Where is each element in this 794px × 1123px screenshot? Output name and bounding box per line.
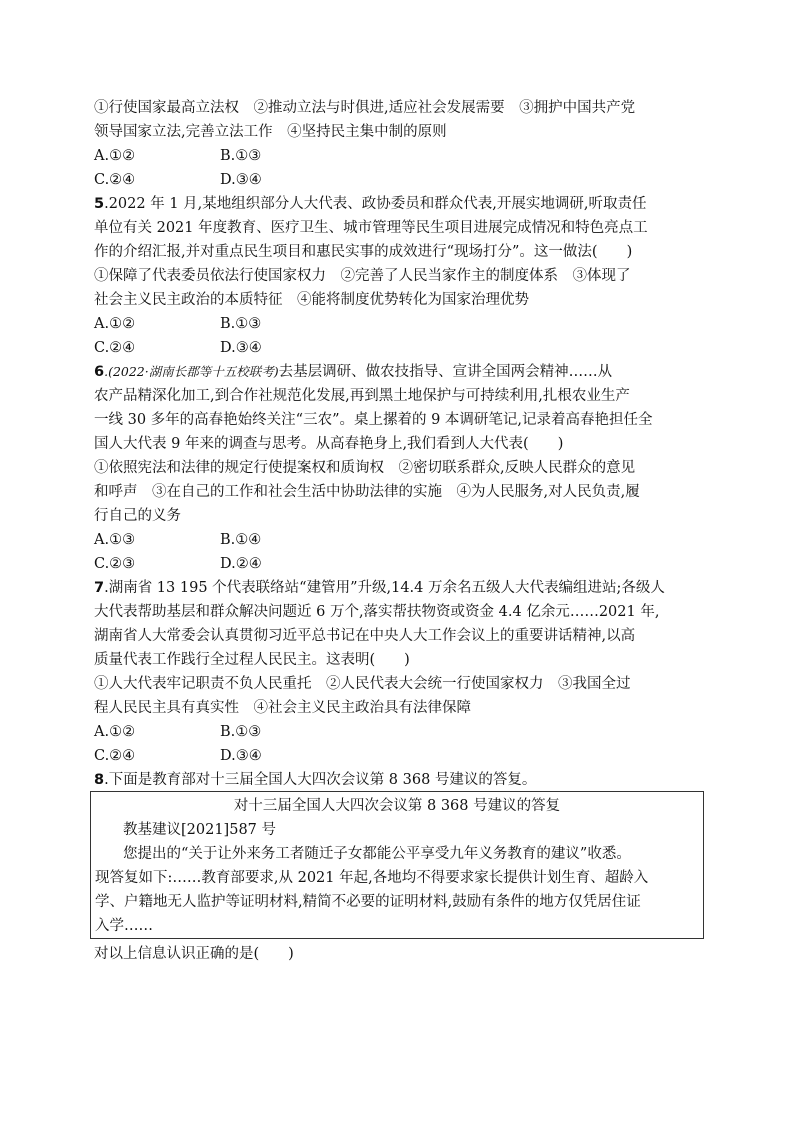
q6-stem-line-3: 一线 30 多年的高春艳始终关注“三农”。桌上摞着的 9 本调研笔记,记录着高春艳担任全: [94, 412, 653, 428]
q5-number: 5: [94, 196, 105, 212]
q7-stem-line-4: 质量代表工作践行全过程人民民主。这表明( ): [94, 652, 410, 668]
reply-body-line-1: 您提出的“关于让外来务工者随迁子女都能公平享受九年义务教育的建议”收悉。: [123, 846, 631, 862]
q7-option-c[interactable]: C.②④: [94, 748, 136, 764]
q8-stem-line: [94, 768, 536, 792]
q5-option-a[interactable]: A.①②: [94, 316, 136, 332]
q6-number: 6: [94, 364, 105, 380]
reply-body-line-4: 入学……: [95, 918, 153, 934]
reply-body-line-3: 学、户籍地无人监护等证明材料,精简不必要的证明材料,鼓励有条件的地方仅凭居住证: [95, 894, 641, 910]
q7-option-b[interactable]: B.①③: [220, 724, 262, 740]
q7-stem-line-3: 湖南省人大常委会认真贯彻习近平总书记在中央人大工作会议上的重要讲话精神,以高: [94, 628, 636, 644]
q6-option-b[interactable]: B.①④: [220, 532, 262, 548]
q5-stem-line-5: 社会主义民主政治的本质特征 ④能将制度优势转化为国家治理优势: [94, 292, 529, 308]
q6-option-c[interactable]: C.②③: [94, 556, 136, 572]
q5-option-c[interactable]: C.②④: [94, 340, 136, 356]
q6-stem-line-6: 和呼声 ③在自己的工作和社会生活中协助法律的实施 ④为人民服务,对人民负责,履: [94, 484, 640, 500]
q5-stem-line-4: ①保障了代表委员依法行使国家权力 ②完善了人民当家作主的制度体系 ③体现了: [94, 268, 631, 284]
q7-option-d[interactable]: D.③④: [220, 748, 262, 764]
q4-option-b[interactable]: B.①③: [220, 148, 262, 164]
q7-stem-line-5: ①人大代表牢记职责不负人民重托 ②人民代表大会统一行使国家权力 ③我国全过: [94, 676, 631, 692]
q4-stem-line-1: ①行使国家最高立法权 ②推动立法与时俱进,适应社会发展需要 ③拥护中国共产党: [94, 100, 636, 116]
q7-stem-line-1: [94, 576, 665, 600]
q4-option-c[interactable]: C.②④: [94, 172, 136, 188]
q5-option-b[interactable]: B.①③: [220, 316, 262, 332]
q7-stem-line-2: 大代表帮助基层和群众解决问题近 6 万个,落实帮扶物资或资金 4.4 亿余元……2021 年,: [94, 604, 660, 620]
q8-stem-text: .下面是教育部对十三届全国人大四次会议第 8 368 号建议的答复。: [104, 772, 537, 788]
q5-stem-line-3: 作的介绍汇报,并对重点民生项目和惠民实事的成效进行“现场打分”。这一做法( ): [94, 244, 633, 260]
q6-stem-line-4: 国人大代表 9 年来的调查与思考。从高春艳身上,我们看到人大代表( ): [94, 436, 564, 452]
reply-reference-number: 教基建议[2021]587 号: [123, 822, 277, 838]
q4-option-a[interactable]: A.①②: [94, 148, 136, 164]
q6-stem-line-5: ①依照宪法和法律的规定行使提案权和质询权 ②密切联系群众,反映人民群众的意见: [94, 460, 636, 476]
q7-option-a[interactable]: A.①②: [94, 724, 136, 740]
q6-stem-line-7: 行自己的义务: [94, 508, 181, 524]
reply-body-line-2: 现答复如下:……教育部要求,从 2021 年起,各地均不得要求家长提供计划生育、超龄入: [95, 870, 649, 886]
reply-title: 对十三届全国人大四次会议第 8 368 号建议的答复: [233, 798, 561, 814]
q5-stem-text: .2022 年 1 月,某地组织部分人大代表、政协委员和群众代表,开展实地调研,听取责任: [104, 196, 647, 212]
q6-option-a[interactable]: A.①③: [94, 532, 136, 548]
q7-stem-text: .湖南省 13 195 个代表联络站“建管用”升级,14.4 万余名五级人大代表编组进站;各级人: [104, 580, 665, 596]
reply-document-box: [90, 791, 704, 939]
q6-option-d[interactable]: D.②④: [220, 556, 262, 572]
q6-stem-text: 去基层调研、做农技指导、宣讲全国两会精神……从: [278, 364, 613, 380]
q7-number: 7: [94, 580, 105, 596]
q5-stem-line-2: 单位有关 2021 年度教育、医疗卫生、城市管理等民生项目进展完成情况和特色亮点工: [94, 220, 648, 236]
q4-stem-line-2: 领导国家立法,完善立法工作 ④坚持民主集中制的原则: [94, 124, 447, 140]
q5-option-d[interactable]: D.③④: [220, 340, 262, 356]
q4-option-d[interactable]: D.③④: [220, 172, 262, 188]
q6-stem-line-2: 农产品精深化加工,到合作社规范化发展,再到黑土地保护与可持续利用,扎根农业生产: [94, 388, 630, 404]
q7-stem-line-6: 程人民民主具有真实性 ④社会主义民主政治具有法律保障: [94, 700, 471, 716]
q8-number: 8: [94, 772, 105, 788]
q8-question: 对以上信息认识正确的是( ): [94, 946, 294, 962]
q5-stem-line-1: [94, 192, 646, 216]
q6-source: .(2022·湖南长郡等十五校联考): [104, 364, 279, 379]
q6-stem-line-1: [94, 360, 612, 384]
